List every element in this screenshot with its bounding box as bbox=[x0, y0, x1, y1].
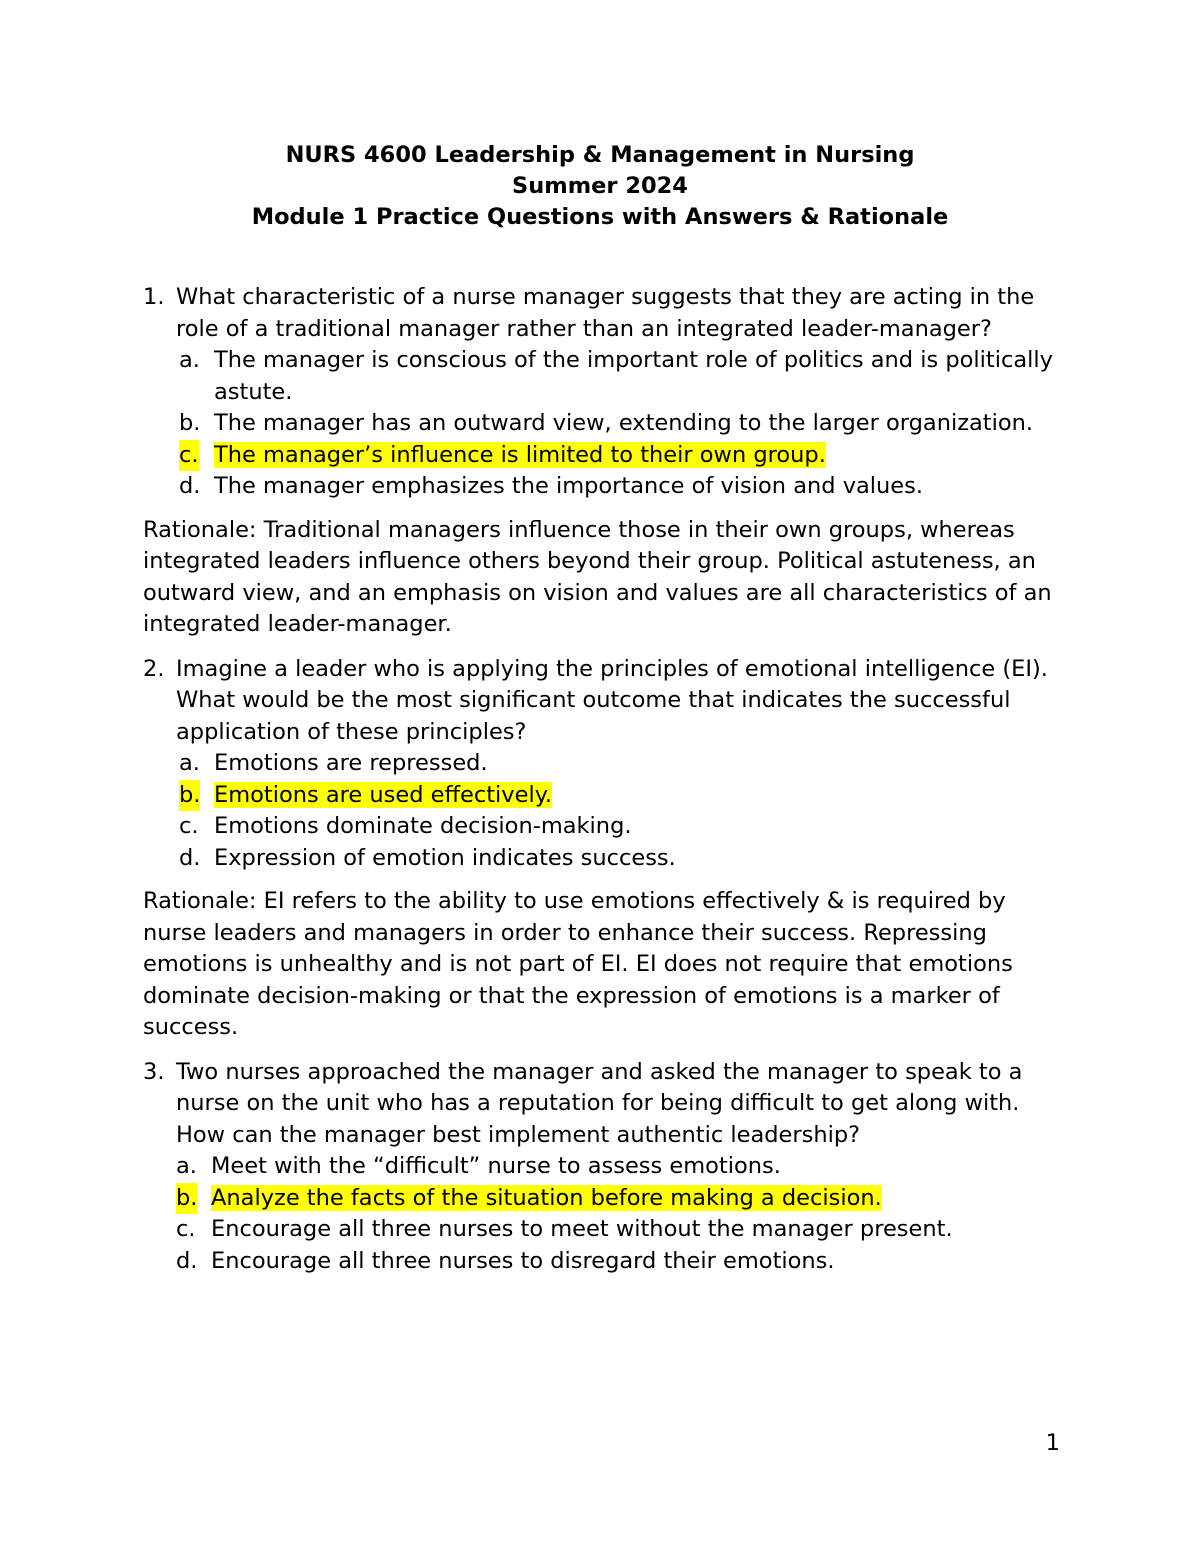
question-1 bbox=[143, 282, 1063, 345]
document-header bbox=[0, 140, 1200, 233]
question-number: 2. bbox=[143, 655, 165, 682]
option-letter: a. bbox=[179, 347, 200, 373]
question-2 bbox=[143, 654, 1063, 749]
module-title: Module 1 Practice Questions with Answers & Rationale bbox=[251, 204, 949, 230]
question-text: Imagine a leader who is applying the principles of emotional intelligence (EI). What would be the most significant outcome that indicates the successful application of these principles? bbox=[176, 655, 1048, 745]
option-a bbox=[179, 748, 1063, 780]
question-3-options bbox=[176, 1151, 1063, 1277]
option-text: Encourage all three nurses to meet without the manager present. bbox=[211, 1216, 953, 1242]
option-text: Expression of emotion indicates success. bbox=[214, 844, 676, 871]
question-3 bbox=[143, 1057, 1063, 1152]
option-c bbox=[176, 1214, 1063, 1246]
option-letter: c. bbox=[179, 813, 199, 839]
option-c-correct bbox=[179, 440, 1063, 472]
page-number: 1 bbox=[1045, 1430, 1060, 1456]
option-letter: c. bbox=[179, 440, 199, 472]
option-b-correct bbox=[179, 780, 1063, 812]
question-number: 1. bbox=[143, 284, 165, 310]
rationale-2: Rationale: EI refers to the ability to use emotions effectively & is required by nurse leaders and managers in order to enhance their success. Repressing emotions is unhealthy and is not part of EI. EI does not require that emotions dominate decision-making or that the expression of emotions is a marker of success. bbox=[143, 888, 1013, 1040]
question-1-options bbox=[179, 345, 1063, 503]
option-b-correct bbox=[176, 1183, 1063, 1215]
option-letter: a. bbox=[179, 750, 200, 776]
correct-answer-highlight: The manager’s influence is limited to their own group. bbox=[214, 441, 826, 468]
question-2-options bbox=[179, 748, 1063, 874]
question-number: 3. bbox=[143, 1058, 165, 1085]
rationale-1: Rationale: Traditional managers influence those in their own groups, whereas integrated leaders influence others beyond their group. Political astuteness, an outward view, and an emphasis on vision and values are all characteristics of an integrated leader-manager. bbox=[143, 516, 1052, 637]
option-letter: a. bbox=[176, 1153, 197, 1179]
question-text: Two nurses approached the manager and asked the manager to speak to a nurse on the unit who has a reputation for being difficult to get along with. How can the manager best implement authentic leadership? bbox=[176, 1058, 1023, 1148]
option-letter: b. bbox=[179, 780, 200, 812]
option-text: Encourage all three nurses to disregard their emotions. bbox=[211, 1247, 835, 1274]
option-c bbox=[179, 811, 1063, 843]
option-d bbox=[179, 843, 1063, 875]
option-letter: b. bbox=[176, 1183, 197, 1215]
correct-answer-highlight: Analyze the facts of the situation before making a decision. bbox=[211, 1184, 882, 1211]
option-letter: d. bbox=[176, 1247, 198, 1274]
option-letter: d. bbox=[179, 844, 201, 871]
option-d bbox=[179, 471, 1063, 503]
option-a bbox=[179, 345, 1063, 408]
option-text: Meet with the “difficult” nurse to assess emotions. bbox=[211, 1153, 781, 1179]
option-text: Emotions are repressed. bbox=[214, 750, 488, 776]
term: Summer 2024 bbox=[512, 173, 688, 199]
option-a bbox=[176, 1151, 1063, 1183]
option-letter: b. bbox=[179, 410, 201, 436]
course-title: NURS 4600 Leadership & Management in Nursing bbox=[285, 142, 915, 168]
questions-list bbox=[143, 282, 1063, 1277]
correct-answer-highlight: Emotions are used effectively. bbox=[214, 781, 552, 808]
option-letter: c. bbox=[176, 1216, 196, 1242]
option-text: Emotions dominate decision-making. bbox=[214, 813, 632, 839]
question-text: What characteristic of a nurse manager suggests that they are acting in the role of a traditional manager rather than an integrated leader-manager? bbox=[176, 284, 1035, 342]
option-d bbox=[176, 1246, 1063, 1278]
option-text: The manager is conscious of the important role of politics and is politically astute. bbox=[214, 347, 1053, 405]
option-text: The manager has an outward view, extending to the larger organization. bbox=[214, 410, 1034, 436]
option-text: The manager emphasizes the importance of vision and values. bbox=[214, 473, 924, 499]
option-b bbox=[179, 408, 1063, 440]
option-letter: d. bbox=[179, 473, 201, 499]
